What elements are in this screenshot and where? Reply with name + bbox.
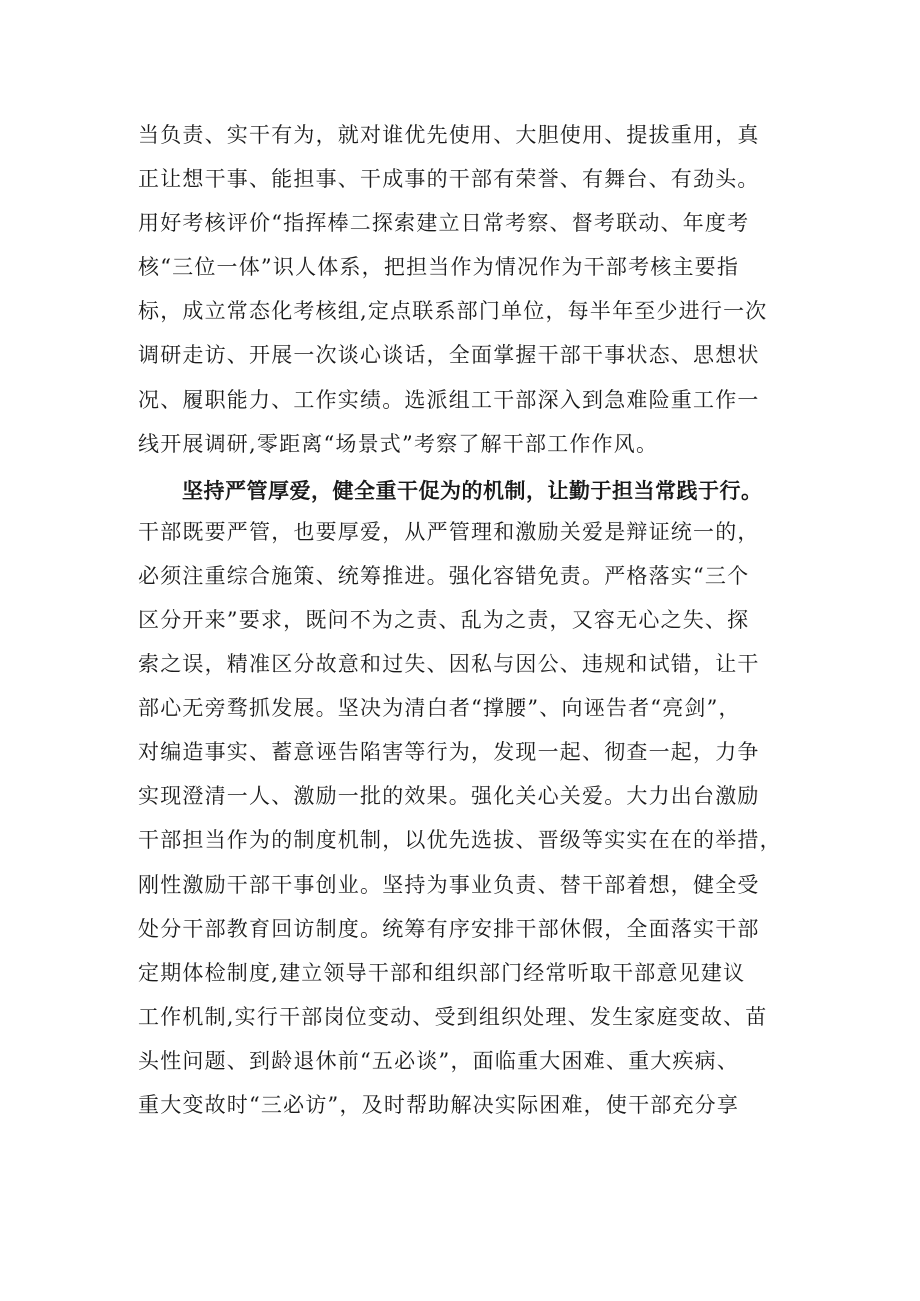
- text-line: 核“三位一体”识人体系，把担当作为情况作为干部考核主要指: [138, 255, 740, 280]
- text-line: 当负责、实干有为，就对谁优先使用、大胆使用、提拔重用，真: [138, 123, 760, 147]
- text-line: 刚性激励干部干事创业。坚持为事业负责、替干部着想，健全受: [138, 872, 760, 897]
- text-line: 用好考核评价“指挥棒二探索建立日常考察、督考联动、年度考: [138, 211, 750, 236]
- text-line: 实现澄清一人、激励一批的效果。强化关心关爱。大力出台激励: [138, 784, 760, 809]
- text-line: 况、履职能力、工作实绩。选派组工干部深入到急难险重工作一: [138, 387, 760, 412]
- text-line: 定期体检制度,建立领导干部和组织部门经常听取干部意见建议: [138, 960, 746, 985]
- text-line: 标，成立常态化考核组,定点联系部门单位，每半年至少进行一次: [138, 299, 768, 324]
- text-line: 工作机制,实行干部岗位变动、受到组织处理、发生家庭变故、苗: [138, 1004, 768, 1029]
- text-line: 头性问题、到龄退休前“五必谈”，面临重大困难、重大疾病、: [138, 1048, 740, 1073]
- text-line: 正让想干事、能担事、干成事的干部有荣誉、有舞台、有劲头。: [138, 167, 760, 192]
- text-line: 索之误，精准区分故意和过失、因私与因公、违规和试错，让干: [138, 652, 760, 677]
- text-line: 重大变故时“三必访”，及时帮助解决实际困难，使干部充分享: [138, 1092, 740, 1117]
- section-heading: 坚持严管厚爱，健全重干促为的机制，让勤于担当常践于行。: [182, 478, 763, 503]
- text-line: 对编造事实、蓄意诬告陷害等行为，发现一起、彻查一起，力争: [138, 740, 760, 765]
- text-line: 线开展调研,零距离“场景式”考察了解干部工作作风。: [138, 431, 659, 456]
- text-line: 干部既要严管，也要厚爱，从严管理和激励关爱是辩证统一的，: [138, 519, 760, 544]
- text-line: 调研走访、开展一次谈心谈话，全面掌握干部干事状态、思想状: [138, 343, 760, 368]
- text-line: 必须注重综合施策、统筹推进。强化容错免责。严格落实“三个: [138, 563, 750, 588]
- text-line: 处分干部教育回访制度。统筹有序安排干部休假，全面落实干部: [138, 916, 760, 941]
- body-text: [138, 113, 798, 1127]
- text-line: 部心无旁骛抓发展。坚决为清白者“撑腰”、向诬告者“亮剑”，: [138, 696, 741, 721]
- text-line: 区分开来”要求，既问不为之责、乱为之责，又容无心之失、探: [138, 607, 750, 632]
- text-line: 干部担当作为的制度机制，以优先选拔、晋级等实实在在的举措，: [138, 828, 782, 853]
